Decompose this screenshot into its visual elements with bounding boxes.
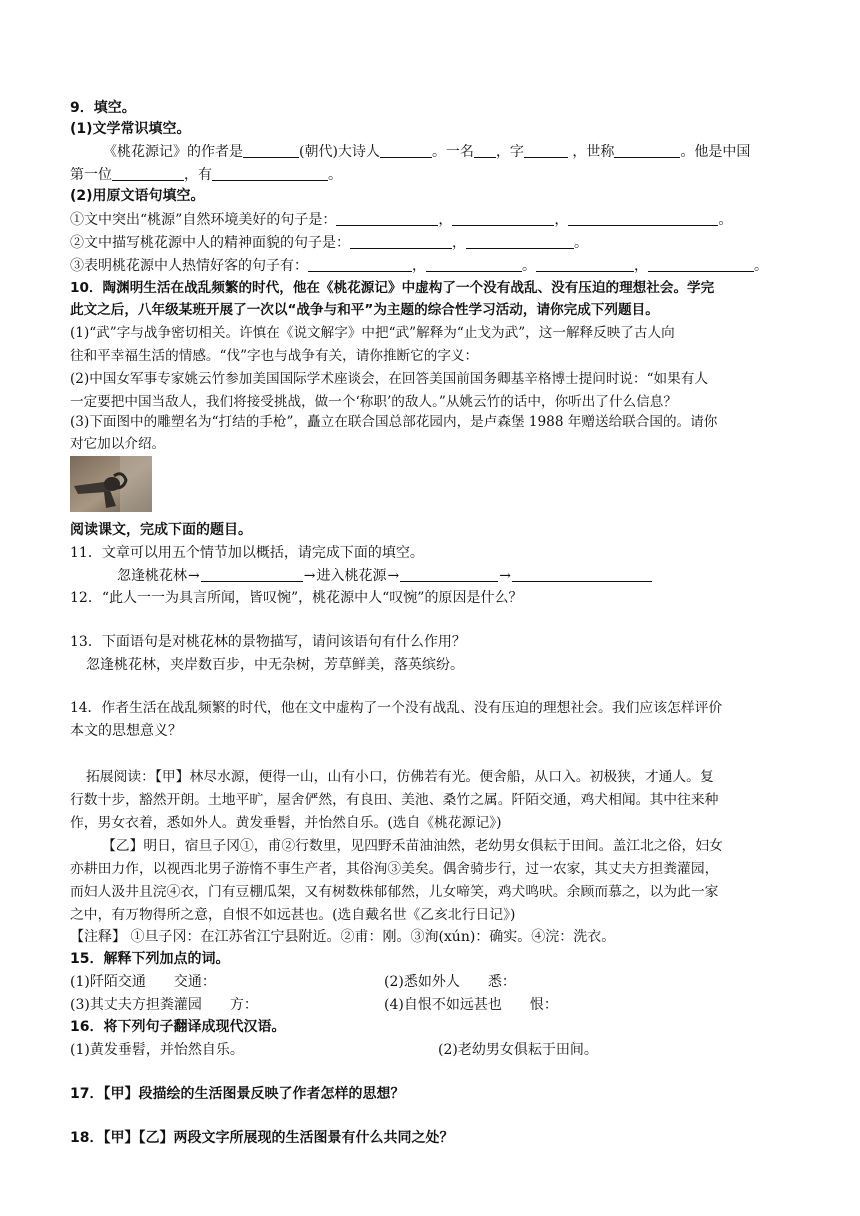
q10-sub3-line2: 对它加以介绍。 bbox=[70, 436, 166, 452]
blank-a3[interactable] bbox=[568, 211, 718, 226]
q10-sub2-line1: (2)中国女军事专家姚云竹参加美国国际学术座谈会，在回答美国前国务卿基辛格博士提问时说：“如果有人 bbox=[70, 371, 708, 387]
q15-item3: (3)其丈夫方担粪灌园 方： bbox=[70, 997, 258, 1013]
q15-title: 15．解释下列加点的词。 bbox=[70, 951, 230, 967]
ext-yi-line4: 之中，有万物得所之意，自恨不如远甚也。(选自戴名世《乙亥北行日记》) bbox=[70, 907, 516, 923]
q15-item1: (1)阡陌交通 交通： bbox=[70, 974, 216, 990]
blank-plot5[interactable] bbox=[512, 567, 652, 582]
q15-item4: (4)自恨不如远甚也 恨： bbox=[384, 997, 558, 1013]
q10-line1: 10．陶渊明生活在战乱频繁的时代，他在《桃花源记》中虚构了一个没有战乱、没有压迫的理想社会。学完 bbox=[70, 280, 715, 296]
q9-item-c: ③表明桃花源中人热情好客的句子有： ， 。 ， 。 bbox=[70, 258, 768, 274]
q9-part1-line2: 第一位 ，有 。 bbox=[70, 167, 342, 183]
blank-plot4[interactable] bbox=[400, 567, 498, 582]
blank-c1[interactable] bbox=[308, 257, 412, 272]
q16-item2: (2)老幼男女俱耘于田间。 bbox=[438, 1042, 598, 1058]
ext-jia-line3: 作，男女衣着，悉如外人。黄发垂髫，并怡然自乐。(选自《桃花源记》) bbox=[70, 815, 502, 831]
q12-text: 12．“此人一一为具言所闻，皆叹惋”，桃花源中人“叹惋”的原因是什么？ bbox=[70, 590, 523, 606]
q13-line1: 13．下面语句是对桃花林的景物描写，请问该语句有什么作用？ bbox=[70, 634, 466, 650]
blank-author[interactable] bbox=[243, 143, 299, 158]
q9-title: 9．填空。 bbox=[70, 100, 136, 116]
q16-title: 16．将下列句子翻译成现代汉语。 bbox=[70, 1019, 286, 1035]
q9-item-a: ①文中突出“桃源”自然环境美好的句子是： ， ， 。 bbox=[70, 212, 733, 228]
q13-line2: 忽逢桃花林，夹岸数百步，中无杂树，芳草鲜美，落英缤纷。 bbox=[86, 657, 464, 673]
blank-first[interactable] bbox=[112, 166, 184, 181]
q10-sub3-line1: (3)下面图中的雕塑名为“打结的手枪”，矗立在联合国总部花园内，是卢森堡 1988 年赠送给联合国的。请你 bbox=[70, 414, 718, 430]
q16-item1: (1)黄发垂髫，并怡然自乐。 bbox=[70, 1042, 244, 1058]
q10-sub2-line2: 一定要把中国当敌人，我们将接受挑战，做一个‘称职’的敌人。”从姚云竹的话中，你听出了什么信息？ bbox=[70, 394, 677, 410]
blank-c3[interactable] bbox=[536, 257, 634, 272]
knotted-gun-sculpture-image bbox=[70, 456, 152, 512]
q10-sub1-line2: 往和平幸福生活的情感。“伐”字也与战争有关，请你推断它的字义： bbox=[70, 348, 479, 364]
q11-line1: 11．文章可以用五个情节加以概括，请完成下面的填空。 bbox=[70, 545, 424, 561]
q17-text: 17．【甲】段描绘的生活图景反映了作者怎样的思想？ bbox=[70, 1086, 405, 1102]
blank-b1[interactable] bbox=[350, 234, 452, 249]
q11-plot-chain: 忽逢桃花林→ →进入桃花源→ → bbox=[117, 566, 652, 586]
blank-a1[interactable] bbox=[336, 211, 438, 226]
q14-line1: 14．作者生活在战乱频繁的时代，他在文中虚构了一个没有战乱、没有压迫的理想社会。我们应该怎样评价 bbox=[70, 700, 723, 716]
blank-c4[interactable] bbox=[648, 257, 754, 272]
q9-part2-heading: (2)用原文语句填空。 bbox=[70, 188, 205, 204]
q10-sub1-line1: (1)“武”字与战争密切相关。许慎在《说文解字》中把“武”解释为“止戈为武”，这一解释反映了古人向 bbox=[70, 325, 675, 341]
q18-text: 18．【甲】【乙】两段文字所展现的生活图景有什么共同之处？ bbox=[70, 1130, 454, 1146]
ext-yi-line2: 亦耕田力作，以视西北男子游惰不事生产者，其俗洵③美矣。偶舍骑步行，过一农家，其丈夫方担粪灌园， bbox=[70, 861, 719, 877]
ext-notes: 【注释】 ①旦子冈：在江苏省江宁县附近。②甫：刚。③洵(xún)：确实。④浣：洗衣。 bbox=[70, 929, 616, 945]
q10-line2: 此文之后，八年级某班开展了一次以“战争与和平”为主题的综合性学习活动，请你完成下列题目。 bbox=[70, 302, 659, 318]
blank-title[interactable] bbox=[614, 143, 680, 158]
ext-jia-line2: 行数十步，豁然开朗。土地平旷，屋舍俨然，有良田、美池、桑竹之属。阡陌交通，鸡犬相闻。其中往来种 bbox=[70, 792, 719, 808]
blank-works[interactable] bbox=[212, 166, 328, 181]
blank-plot2[interactable] bbox=[201, 567, 303, 582]
q14-line2: 本文的思想意义？ bbox=[70, 723, 182, 739]
blank-a2[interactable] bbox=[452, 211, 554, 226]
ext-yi-line3: 而妇人汲井且浣④衣，门有豆棚瓜架，又有树数株郁郁然，儿女啼笑，鸡犬鸣吠。余顾而慕之，以为此一家 bbox=[70, 884, 719, 900]
blank-poet[interactable] bbox=[380, 143, 432, 158]
blank-b2[interactable] bbox=[466, 234, 574, 249]
ext-jia-line1: 拓展阅读：【甲】林尽水源，便得一山，山有小口，仿佛若有光。便舍船，从口入。初极狭，才通人。复 bbox=[86, 769, 714, 785]
q9-item-b: ②文中描写桃花源中人的精神面貌的句子是： ， 。 bbox=[70, 235, 588, 251]
ext-yi-line1: 【乙】明日，宿旦子冈①，甫②行数里，见四野禾苗油油然，老幼男女俱耘于田间。盖江北之俗，妇女 bbox=[102, 838, 723, 854]
blank-name[interactable] bbox=[474, 143, 496, 158]
q9-part1-line1: 《桃花源记》的作者是 (朝代)大诗人 。一名 ，字 ，世称 。他是中国 bbox=[103, 144, 751, 160]
q15-item2: (2)悉如外人 悉： bbox=[384, 974, 516, 990]
q9-part1-heading: (1)文学常识填空。 bbox=[70, 121, 191, 137]
blank-courtesy[interactable] bbox=[524, 143, 568, 158]
blank-c2[interactable] bbox=[426, 257, 522, 272]
reading-heading: 阅读课文，完成下面的题目。 bbox=[70, 522, 252, 538]
